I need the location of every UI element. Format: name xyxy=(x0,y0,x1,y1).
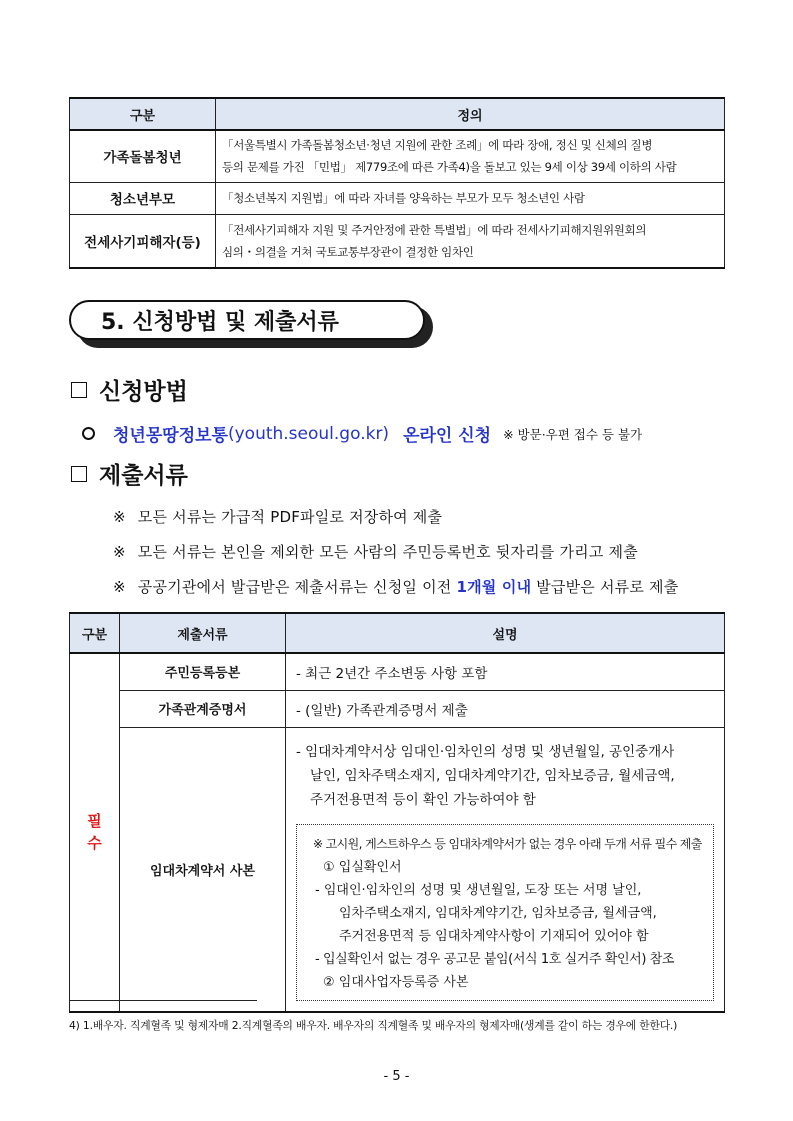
column-header-category: 구분 xyxy=(70,98,216,130)
box-item-desc: 임차주택소재지, 임대차계약기간, 임차보증금, 월세금액, xyxy=(339,905,657,921)
description-line: - 임대차계약서상 임대인·임차인의 성명 및 생년월일, 공인중개사 xyxy=(296,743,675,760)
box-item-desc: - 임대인·임차인의 성명 및 생년월일, 도장 또는 서명 날인, xyxy=(315,882,642,898)
note-highlight: 1개월 이내 xyxy=(456,578,532,596)
category-char: 필 xyxy=(87,812,102,831)
apply-method-heading-text: 신청방법 xyxy=(99,379,188,405)
alternative-documents-box xyxy=(296,824,714,1001)
category-char: 수 xyxy=(87,834,102,853)
page-number: - 5 - xyxy=(383,1069,410,1084)
definition-table xyxy=(69,97,725,269)
apply-method-heading xyxy=(71,373,188,406)
definition-line: 「전세사기피해자 지원 및 주거안정에 관한 특별법」에 따라 전세사기피해지원위원회의 xyxy=(222,222,647,237)
note-mark: ※ xyxy=(113,578,126,596)
checkbox-square-icon xyxy=(71,382,87,398)
column-header-description: 설명 xyxy=(286,613,725,653)
section-title: 5. 신청방법 및 제출서류 xyxy=(69,300,425,340)
document-name: 주민등록등본 xyxy=(120,653,286,690)
column-header-category: 구분 xyxy=(70,613,120,653)
document-description: - (일반) 가족관계증명서 제출 xyxy=(286,690,725,727)
definition-line: 심의・의결을 거쳐 국토교통부장관이 결정한 임차인 xyxy=(222,244,474,259)
description-line: 날인, 임차주택소재지, 임대차계약기간, 임차보증금, 월세금액, xyxy=(310,767,675,784)
checkbox-square-icon xyxy=(71,466,87,482)
table-row xyxy=(70,727,725,1012)
footnote-divider xyxy=(69,1000,257,1001)
documents-heading-text: 제출서류 xyxy=(99,463,188,489)
definition-line: 등의 문제를 가진 「민법」 제779조에 따른 가족4)을 돌보고 있는 9세 이상 39세 이하의 사람 xyxy=(222,160,677,175)
box-item-desc: 주거전용면적 등 임대차계약사항이 기재되어 있어야 함 xyxy=(339,928,649,944)
document-description: - 최근 2년간 주소변동 사항 포함 xyxy=(286,653,725,690)
box-item: ② 임대사업자등록증 사본 xyxy=(323,974,469,990)
table-row xyxy=(70,653,725,690)
description-line: 주거전용면적 등이 확인 가능하여야 함 xyxy=(310,791,536,808)
note-text: 모든 서류는 본인을 제외한 모든 사람의 주민등록번호 뒷자리를 가리고 제출 xyxy=(137,543,638,561)
box-item: ① 입실확인서 xyxy=(323,859,402,875)
note-mark: ※ xyxy=(113,508,126,526)
box-item-desc: - 입실확인서 없는 경우 공고문 붙임(서식 1호 실거주 확인서) 참조 xyxy=(315,951,675,967)
term-cell: 가족돌봄청년 xyxy=(70,130,216,182)
note-text: 모든 서류는 가급적 PDF파일로 저장하여 제출 xyxy=(137,508,443,526)
table-row xyxy=(70,182,725,214)
document-name: 가족관계증명서 xyxy=(120,690,286,727)
definition-line: 「청소년복지 지원법」에 따라 자녀를 양육하는 부모가 모두 청소년인 사람 xyxy=(222,191,585,205)
documents-note xyxy=(113,541,638,562)
note-mark: ※ xyxy=(113,543,126,561)
column-header-definition: 정의 xyxy=(216,98,725,130)
lease-description xyxy=(296,740,714,812)
term-cell: 청소년부모 xyxy=(70,182,216,214)
document-description xyxy=(286,727,725,1012)
definition-cell xyxy=(216,130,725,182)
definition-line: 「서울특별시 가족돌봄청소년·청년 지원에 관한 조례」에 따라 장애, 정신 및 신체의 질병 xyxy=(222,138,653,153)
site-name: 청년몽땅정보통 xyxy=(113,426,228,446)
apply-note: ※ 방문·우편 접수 등 불가 xyxy=(503,426,643,442)
note-text: 공공기관에서 발급받은 제출서류는 신청일 이전 xyxy=(137,578,452,596)
section-banner xyxy=(69,300,429,344)
table-row xyxy=(70,690,725,727)
required-category-cell xyxy=(70,653,120,1012)
table-row xyxy=(70,130,725,182)
term-cell: 전세사기피해자(등) xyxy=(70,214,216,268)
table-header-row xyxy=(70,613,725,653)
documents-note xyxy=(113,576,678,597)
documents-note xyxy=(113,506,442,527)
note-text: 발급받은 서류로 제출 xyxy=(536,578,679,596)
table-row xyxy=(70,214,725,268)
table-header-row xyxy=(70,98,725,130)
documents-heading xyxy=(71,457,188,490)
footnote: 4) 1.배우자. 직계혈족 및 형제자매 2.직계혈족의 배우자. 배우자의 직계혈족 및 배우자의 형제자매(생계를 같이 하는 경우에 한한다.) xyxy=(69,1019,678,1032)
definition-cell xyxy=(216,182,725,214)
box-title: ※ 고시원, 게스트하우스 등 임대차계약서가 없는 경우 아래 두개 서류 필수 제출 xyxy=(313,836,702,851)
bullet-circle-icon xyxy=(82,427,95,440)
document-name: 임대차계약서 사본 xyxy=(120,727,286,1012)
definition-cell xyxy=(216,214,725,268)
site-url-link[interactable]: (youth.seoul.go.kr) xyxy=(227,423,390,444)
documents-table xyxy=(69,612,725,1013)
apply-method-line xyxy=(82,421,642,446)
online-apply-text: 온라인 신청 xyxy=(403,426,492,446)
column-header-document: 제출서류 xyxy=(120,613,286,653)
